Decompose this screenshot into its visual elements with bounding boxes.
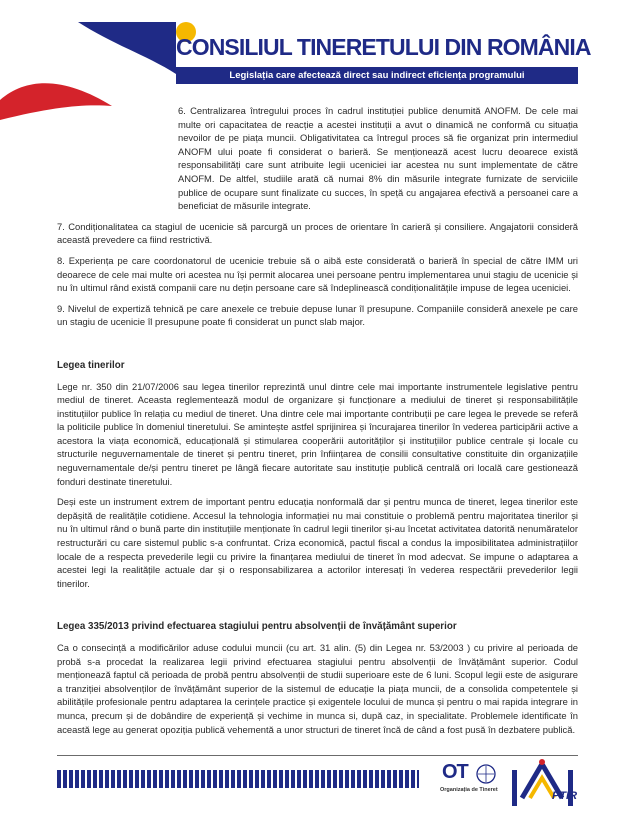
paragraph-9: 9. Nivelul de expertiză tehnică pe care anexele ce trebuie depuse lunar îl presupune. Companiile consideră anexele pe care un stagiu de ucenicie îl presupune poate fi considerat un punct slab major.	[57, 302, 578, 328]
paragraph-6: 6. Centralizarea întregului proces în cadrul instituției publice denumită ANOFM. De cele mai multe ori capacitatea de reacție a acestei instituții a avut o dinamică ne conformă cu situația nevoilor de pe piața muncii. Obligativitatea ca întregul proces să fie organizat prin intermediul ANOFM ului poate fi considerat o barieră. Se menționează acest lucru deoarece există responsabilități care sunt atribuite legii uceniciei iar acestea nu sunt implementate de către ANOFM. De altfel, studiile arată că numai 8% din măsurile integrate furnizate de serviciile publice de ocupare sunt finalizate cu succes, în speță cu angajarea efectivă a persoanei care a beneficiat de măsurile integrate.	[178, 105, 578, 212]
subtitle-bar: Legislația care afectează direct sau indirect eficiența programului	[176, 67, 578, 84]
footer-divider	[57, 755, 578, 756]
ot-logo-caption: Organizația de Tineret	[440, 787, 498, 793]
ot-logo-text: OT	[442, 761, 468, 783]
section2-paragraph-1: Ca o consecință a modificărilor aduse codului muncii (cu art. 31 alin. (5) din Legea nr. 53/2003 ) cu privire al perioada de probă s-a procedat la realizarea legii privind efectuarea stagiului pentru absolvenții de învățământ superior. Codul menționează faptul că perioada de probă pentru absolvenții de studii superioare este de 6 luni. Scopul legii este de asigurare a tranziției absolvenților de învățământ superior de la sistemul de educație la piața muncii, de a consolida competentele și abilitățile profesionale pentru adaptarea la cerințele practice și exigentele locului de munca și pentru o mai rapida integrare in munca, precum și de dobândire de experiență și vechime in munca si, după caz, in specialitate. Problemele identificate în această lege au generat opoziția publică vehementă a unor structuri de tineret încă de când a fost pusă în dezbatere publică.	[57, 642, 578, 735]
footer-stripe-pattern	[57, 770, 419, 788]
organization-title: CONSILIUL TINERETULUI DIN ROMÂNIA	[176, 34, 591, 60]
document-body	[57, 104, 578, 736]
ptir-logo-text: PTIR	[552, 790, 578, 802]
blue-wedge	[78, 22, 176, 74]
section1-paragraph-1: Lege nr. 350 din 21/07/2006 sau legea tinerilor reprezintă unul dintre cele mai importante instrumentele legislative pentru mediul de tineret. Aceasta reglementează modul de organizare și funcționare a mediului de tineret și responsabilitățile instituțiilor publice în relația cu mediul de tineret. Una dintre cele mai importante contribuții pe care legea le prevede se referă la politicile publice în domeniul tineretului. Se amintește astfel sprijinirea și încurajarea tinerilor în vederea participării active a acestora la viața economică, educațională și stimularea cooperării autorităților și instituțiilor publice centrale și locale cu structurile neguvernamentale de tineret și pentru tineret, prin înființarea de consilii consultative constituite din organizațiile neguvernamentale de/și pentru tineret pe lângă fiecare autoritate sau instituție publică centrală ori locală care gestionează fonduri destinate tineretului.	[57, 380, 578, 487]
paragraph-7: 7. Condiționalitatea ca stagiul de ucenicie să parcurgă un proces de orientare în carieră și consiliere. Angajatorii consideră această prevedere ca fiind restrictivă.	[57, 220, 578, 246]
section-heading-legea-tinerilor: Legea tinerilor	[57, 359, 125, 371]
paragraph-8: 8. Experiența pe care coordonatorul de ucenicie trebuie să o aibă este considerată o barieră în special de către IMM uri deoarece de cele mai multe ori acestea nu își permit alocarea unei persoane pentru implementarea unui stagiu de ucenicie și nu în ultimul rând există companii care nu dețin persoane care să îndeplinească condiționalitățile impuse de legea uceniciei.	[57, 254, 578, 294]
section1-paragraph-2: Deși este un instrument extrem de important pentru educația nonformală dar și pentru munca de tineret, legea tinerilor este depășită de realitățile cotidiene. Accesul la tehnologia informației nu mai constituie o problemă pentru majoritatea tinerilor și nu în ultimul rând o bună parte din instituțiile menționate în cadrul legii tinerilor și-au încetat activitatea datorită nenumăratelor restructurări cu care sistemul public s-a confruntat. Criza economică, pactul fiscal a condus la imposibilitatea administrațiilor locale de a respecta prevederile legii cu privire la finanțarea mediului de tineret în mod adecvat. Se impune o adaptarea a acestei legi la realitățile actuale dar și o responsabilizarea a actorilor interesați în vederea respectării prevederilor legii tinerilor.	[57, 496, 578, 589]
ptir-logo-graphic	[508, 756, 584, 812]
section-heading-legea-335: Legea 335/2013 privind efectuarea stagiului pentru absolvenții de învățământ superior	[57, 621, 457, 633]
